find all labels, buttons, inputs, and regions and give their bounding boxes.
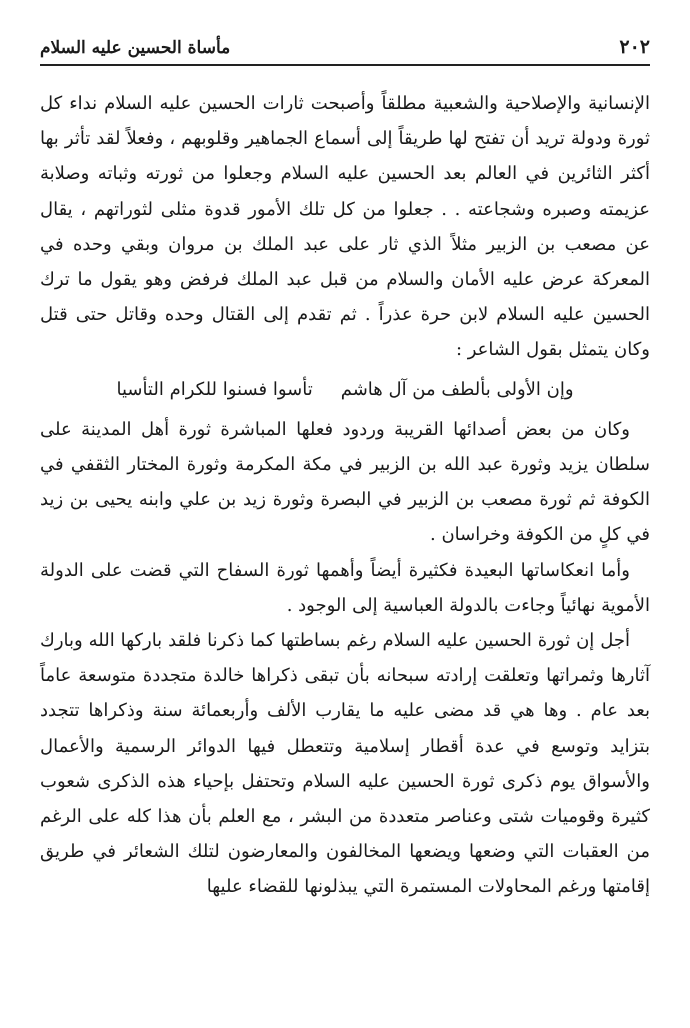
page-number: ٢٠٢ [619,36,650,58]
paragraph: الإنسانية والإصلاحية والشعبية مطلقاً وأصبحت ثارات الحسين عليه السلام نداء كل ثورة ودولة تريد أن تفتح لها طريقاً إلى أسماع الجماهير وقلوبهم ، وفعلاً لقد تأثر بها أكثر الثائرين في العالم بعد الحسين عليه السلام وجعلوا من ثورته وثباته وصلابة عزيمته وصبره وشجاعته . . جعلوا من كل تلك الأمور قدوة مثلى لثوراتهم ، يقال عن مصعب بن الزبير مثلاً الذي ثار على عبد الملك بن مروان وبقي وحده في المعركة عرض عليه الأمان والسلام من قبل عبد الملك فرفض وهو يقول ما ترك الحسين عليه السلام لابن حرة عذراً . ثم تقدم إلى القتال وحده وقاتل حتى قتل وكان يتمثل بقول الشاعر : [40,93,650,361]
poem-hemistich-second: تأسوا فسنوا للكرام التأسيا [116,378,313,400]
paragraph: وكان من بعض أصدائها القريبة وردود فعلها المباشرة ثورة أهل المدينة على سلطان يزيد وثورة عبد الله بن الزبير في مكة المكرمة وثورة المختار الثقفي في الكوفة ثم ثورة مصعب بن الزبير في البصرة وثورة زيد بن علي وابنه يحيى بن زيد في كلٍ من الكوفة وخراسان . [40,418,650,546]
paragraph: وأما انعكاساتها البعيدة فكثيرة أيضاً وأهمها ثورة السفاح التي قضت على الدولة الأموية نهائياً وجاءت بالدولة العباسية إلى الوجود . [40,559,650,616]
page-body [40,86,650,905]
page-header [40,28,650,66]
poem-verse [40,372,650,407]
running-title: مأساة الحسين عليه السلام [40,38,231,58]
paragraph: أجل إن ثورة الحسين عليه السلام رغم بساطتها كما ذكرنا فلقد باركها الله وبارك آثارها وثمراتها وتعلقت إرادته سبحانه بأن تبقى ذكراها خالدة متجددة متوسعة عاماً بعد عام . وها هي قد مضى عليه ما يقارب الألف وأربعمائة سنة وذكراها تتجدد بتزايد وتوسع في عدة أقطار إسلامية وتتعطل فيها الدوائر الرسمية والأعمال والأسواق يوم ذكرى ثورة الحسين عليه السلام وتحتفل بإحياء هذه الذكرى شعوب كثيرة وقوميات شتى وعناصر متعددة من البشر ، مع العلم بأن هذا كله على الرغم من العقبات التي وضعها ويضعها المخالفون والمعارضون لتلك الشعائر في طريق إقامتها ورغم المحاولات المستمرة التي يبذلونها للقضاء عليها [40,630,650,898]
poem-hemistich-first: وإن الأولى بألطف من آل هاشم [340,378,574,400]
